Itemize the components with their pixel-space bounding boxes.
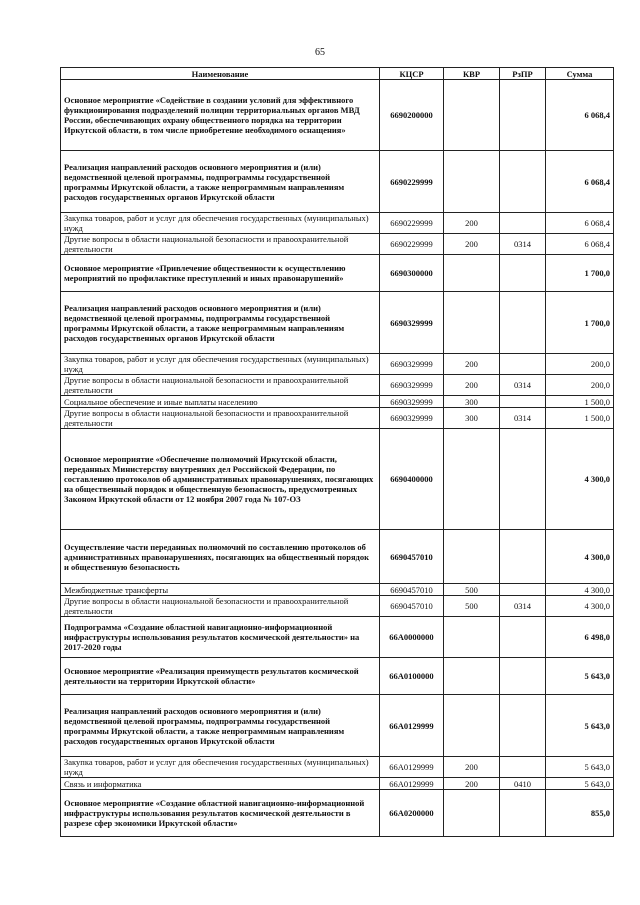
cell-kvr [444, 790, 500, 837]
cell-kvr: 500 [444, 596, 500, 617]
cell-kvr [444, 255, 500, 292]
cell-sum: 6 068,4 [546, 151, 614, 213]
cell-rzpr: 0410 [500, 778, 546, 790]
cell-kvr [444, 530, 500, 584]
column-header-rzpr: РзПР [500, 68, 546, 80]
column-header-sum: Сумма [546, 68, 614, 80]
cell-kvr [444, 80, 500, 151]
cell-name: Основное мероприятие «Привлечение общественности к осуществлению мероприятий по профилактике преступлений и иных правонарушений» [61, 255, 380, 292]
table-row [61, 408, 614, 429]
cell-sum: 6 068,4 [546, 234, 614, 255]
table-row [61, 354, 614, 375]
cell-kcsr: 6690229999 [380, 151, 444, 213]
cell-rzpr: 0314 [500, 375, 546, 396]
cell-kvr: 200 [444, 778, 500, 790]
cell-sum: 1 500,0 [546, 408, 614, 429]
cell-rzpr [500, 292, 546, 354]
cell-name: Основное мероприятие «Содействие в создании условий для эффективного функционирования подразделений полиции территориальных органов МВД России, обеспечивающих охрану общественного порядка на территории Иркутской области, в том числе приобретение необходимого оснащения» [61, 80, 380, 151]
cell-kcsr: 6690329999 [380, 292, 444, 354]
cell-rzpr [500, 80, 546, 151]
cell-kcsr: 66А0200000 [380, 790, 444, 837]
cell-kcsr: 66А0129999 [380, 695, 444, 757]
cell-kvr: 200 [444, 375, 500, 396]
cell-sum: 5 643,0 [546, 695, 614, 757]
budget-table [60, 67, 614, 837]
column-header-kvr: КВР [444, 68, 500, 80]
cell-name: Другие вопросы в области национальной безопасности и правоохранительной деятельности [61, 375, 380, 396]
cell-name: Реализация направлений расходов основного мероприятия и (или) ведомственной целевой программы, подпрограммы государственной программы Иркутской области, а также непрограммным направлениям расходов государственных органов Иркутской области [61, 151, 380, 213]
cell-kcsr: 6690229999 [380, 213, 444, 234]
cell-sum: 5 643,0 [546, 658, 614, 695]
cell-name: Основное мероприятие «Реализация преимуществ результатов космической деятельности на территории Иркутской области» [61, 658, 380, 695]
table-row [61, 695, 614, 757]
cell-kcsr: 66А0129999 [380, 757, 444, 778]
cell-rzpr [500, 396, 546, 408]
cell-sum: 5 643,0 [546, 778, 614, 790]
cell-name: Другие вопросы в области национальной безопасности и правоохранительной деятельности [61, 408, 380, 429]
table-row [61, 151, 614, 213]
table-row [61, 530, 614, 584]
cell-kcsr: 66А0129999 [380, 778, 444, 790]
cell-kvr: 300 [444, 408, 500, 429]
cell-name: Основное мероприятие «Обеспечение полномочий Иркутской области, переданных Министерству внутренних дел Российской Федерации, по составлению протоколов об административных правонарушениях, посягающих на общественный порядок и общественную безопасность, предусмотренных Законом Иркутской области от 12 ноября 2007 года № 107-ОЗ [61, 429, 380, 530]
cell-kcsr: 66А0100000 [380, 658, 444, 695]
cell-sum: 855,0 [546, 790, 614, 837]
cell-kvr: 200 [444, 213, 500, 234]
cell-kcsr: 6690200000 [380, 80, 444, 151]
cell-sum: 5 643,0 [546, 757, 614, 778]
cell-sum: 6 498,0 [546, 617, 614, 658]
table-row [61, 596, 614, 617]
cell-sum: 4 300,0 [546, 530, 614, 584]
cell-rzpr: 0314 [500, 596, 546, 617]
cell-rzpr [500, 213, 546, 234]
cell-name: Социальное обеспечение и иные выплаты населению [61, 396, 380, 408]
cell-sum: 4 300,0 [546, 596, 614, 617]
cell-sum: 4 300,0 [546, 429, 614, 530]
cell-sum: 6 068,4 [546, 213, 614, 234]
cell-sum: 1 700,0 [546, 292, 614, 354]
cell-name: Подпрограмма «Создание областной навигационно-информационной инфраструктуры использования результатов космической деятельности» на 2017-2020 годы [61, 617, 380, 658]
cell-rzpr [500, 617, 546, 658]
cell-kcsr: 6690457010 [380, 530, 444, 584]
table-row [61, 255, 614, 292]
cell-name: Основное мероприятие «Создание областной навигационно-информационной инфраструктуры использования результатов космической деятельности в разрезе сфер экономики Иркутской области» [61, 790, 380, 837]
cell-rzpr [500, 695, 546, 757]
cell-kcsr: 66А0000000 [380, 617, 444, 658]
cell-kvr: 300 [444, 396, 500, 408]
cell-rzpr [500, 255, 546, 292]
cell-kcsr: 6690329999 [380, 408, 444, 429]
cell-kvr: 500 [444, 584, 500, 596]
cell-kvr [444, 658, 500, 695]
cell-name: Реализация направлений расходов основного мероприятия и (или) ведомственной целевой программы, подпрограммы государственной программы Иркутской области, а также непрограммным направлениям расходов государственных органов Иркутской области [61, 292, 380, 354]
page-number: 65 [315, 47, 325, 58]
column-header-name: Наименование [61, 68, 380, 80]
table-row [61, 617, 614, 658]
cell-kcsr: 6690329999 [380, 354, 444, 375]
cell-rzpr [500, 584, 546, 596]
cell-name: Другие вопросы в области национальной безопасности и правоохранительной деятельности [61, 234, 380, 255]
table-row [61, 234, 614, 255]
cell-kcsr: 6690400000 [380, 429, 444, 530]
cell-rzpr [500, 530, 546, 584]
cell-name: Закупка товаров, работ и услуг для обеспечения государственных (муниципальных) нужд [61, 213, 380, 234]
cell-kvr [444, 151, 500, 213]
cell-kvr [444, 695, 500, 757]
cell-rzpr [500, 757, 546, 778]
cell-sum: 4 300,0 [546, 584, 614, 596]
column-header-kcsr: КЦСР [380, 68, 444, 80]
cell-name: Межбюджетные трансферты [61, 584, 380, 596]
cell-rzpr [500, 790, 546, 837]
table-row [61, 80, 614, 151]
cell-rzpr [500, 658, 546, 695]
cell-kcsr: 6690457010 [380, 596, 444, 617]
cell-sum: 1 500,0 [546, 396, 614, 408]
cell-rzpr [500, 151, 546, 213]
cell-kcsr: 6690329999 [380, 375, 444, 396]
cell-kcsr: 6690300000 [380, 255, 444, 292]
cell-kcsr: 6690457010 [380, 584, 444, 596]
cell-name: Закупка товаров, работ и услуг для обеспечения государственных (муниципальных) нужд [61, 354, 380, 375]
cell-name: Закупка товаров, работ и услуг для обеспечения государственных (муниципальных) нужд [61, 757, 380, 778]
cell-rzpr: 0314 [500, 408, 546, 429]
table-row [61, 375, 614, 396]
table-body [61, 80, 614, 837]
cell-kvr: 200 [444, 234, 500, 255]
cell-sum: 200,0 [546, 375, 614, 396]
cell-name: Осуществление части переданных полномочий по составлению протоколов об административных правонарушениях, посягающих на общественный порядок и общественную безопасность [61, 530, 380, 584]
cell-name: Реализация направлений расходов основного мероприятия и (или) ведомственной целевой программы, подпрограммы государственной программы Иркутской области, а также непрограммным направлениям расходов государственных органов Иркутской области [61, 695, 380, 757]
table-row [61, 790, 614, 837]
table-header-row [61, 68, 614, 80]
cell-name: Другие вопросы в области национальной безопасности и правоохранительной деятельности [61, 596, 380, 617]
table-row [61, 584, 614, 596]
table-row [61, 292, 614, 354]
cell-kvr: 200 [444, 757, 500, 778]
cell-rzpr: 0314 [500, 234, 546, 255]
cell-kvr [444, 292, 500, 354]
table-row [61, 757, 614, 778]
cell-kcsr: 6690229999 [380, 234, 444, 255]
cell-kvr [444, 617, 500, 658]
cell-rzpr [500, 429, 546, 530]
table-row [61, 396, 614, 408]
table-row [61, 429, 614, 530]
cell-sum: 6 068,4 [546, 80, 614, 151]
table-row [61, 778, 614, 790]
table-row [61, 658, 614, 695]
cell-kvr: 200 [444, 354, 500, 375]
cell-sum: 1 700,0 [546, 255, 614, 292]
cell-name: Связь и информатика [61, 778, 380, 790]
cell-kvr [444, 429, 500, 530]
cell-kcsr: 6690329999 [380, 396, 444, 408]
cell-rzpr [500, 354, 546, 375]
cell-sum: 200,0 [546, 354, 614, 375]
table-row [61, 213, 614, 234]
